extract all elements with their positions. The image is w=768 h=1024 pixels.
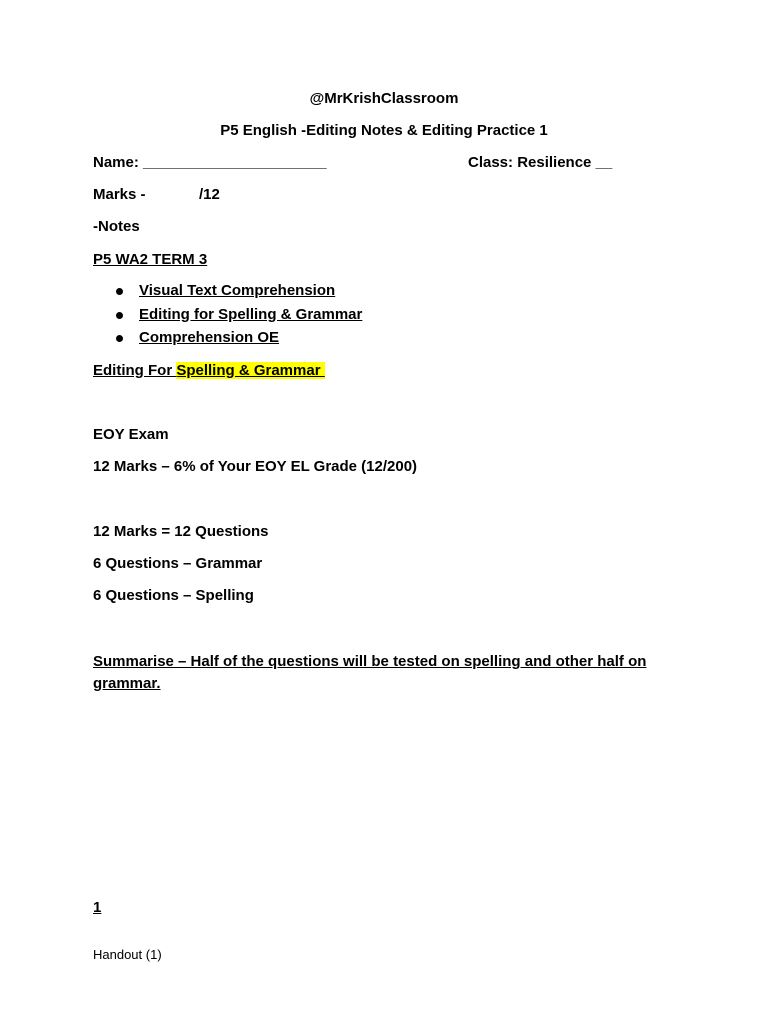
page-number: 1 <box>93 899 102 916</box>
bullet-icon <box>116 288 123 295</box>
editing-heading-highlight: Spelling & Grammar <box>176 362 325 379</box>
topic-label: Visual Text Comprehension <box>139 282 336 299</box>
topic-label: Comprehension OE <box>139 329 280 346</box>
exam-title: EOY Exam <box>93 426 169 443</box>
topic-item <box>114 282 362 306</box>
marks-total: /12 <box>199 186 220 203</box>
exam-questions: 12 Marks = 12 Questions <box>93 523 269 540</box>
footer-text: Handout (1) <box>93 947 162 962</box>
marks-label: Marks - <box>93 186 146 203</box>
exam-weight: 12 Marks – 6% of Your EOY EL Grade (12/200) <box>93 458 418 475</box>
exam-grammar-count: 6 Questions – Grammar <box>93 555 263 572</box>
term-heading: P5 WA2 TERM 3 <box>93 251 208 268</box>
bullet-icon <box>116 312 123 319</box>
summary-text: Summarise – Half of the questions will be tested on spelling and other half on grammar. <box>93 653 647 692</box>
class-field-label: Class: Resilience __ <box>468 154 613 171</box>
topic-item <box>114 329 362 353</box>
author-handle: @MrKrishClassroom <box>309 90 459 107</box>
name-field-label: Name: ______________________ <box>93 154 327 171</box>
exam-spelling-count: 6 Questions – Spelling <box>93 587 254 604</box>
editing-heading <box>93 362 325 380</box>
topic-list <box>114 282 362 353</box>
topic-item <box>114 306 362 330</box>
notes-label: -Notes <box>93 218 140 235</box>
document-title: P5 English -Editing Notes & Editing Practice 1 <box>220 122 548 139</box>
topic-label: Editing for Spelling & Grammar <box>139 305 363 323</box>
bullet-icon <box>116 335 123 342</box>
editing-heading-prefix: Editing For <box>93 362 177 379</box>
